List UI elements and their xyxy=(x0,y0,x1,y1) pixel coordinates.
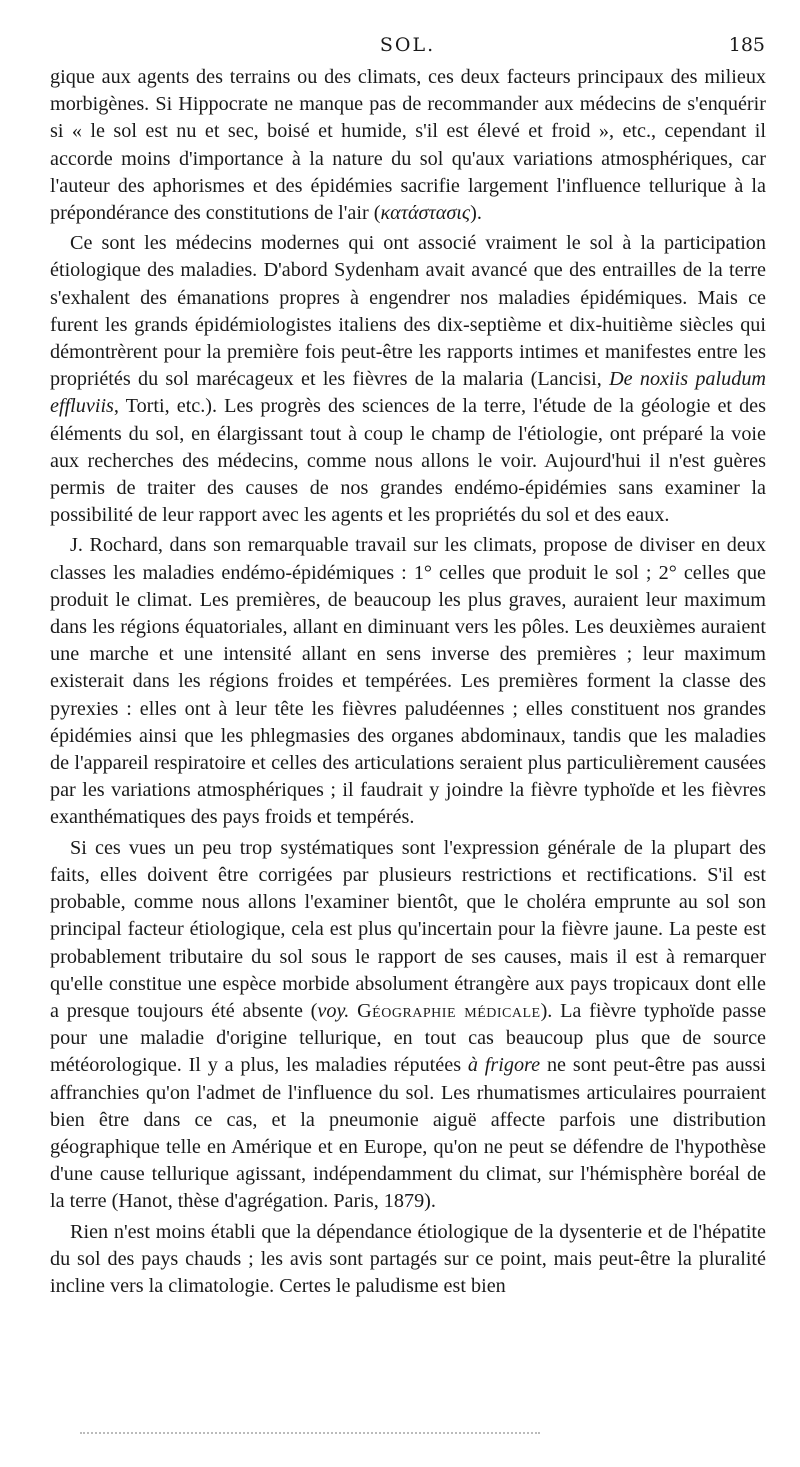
paragraph-1-end: ). xyxy=(470,202,482,225)
page-number: 185 xyxy=(728,34,765,56)
greek-term: κατάστασις xyxy=(380,202,471,225)
paragraph-5-text: Rien n'est moins établi que la dépendance étiologique de la dysenterie et de l'hépatite du sol des pays chauds ; les avis sont partagés sur ce point, mais peut-être la pluralité incline vers la climatologie. Certes le paludisme est bien xyxy=(50,1220,766,1297)
a-frigore-term: à frigore xyxy=(467,1054,541,1077)
running-header xyxy=(50,34,765,58)
paragraph-2-text: Ce sont les médecins modernes qui ont associé vraiment le sol à la participation étiologique des maladies. D'abord Sydenham avait avancé que des entrailles de la terre s'exhalent des émanations propres à engendrer nos maladies épidémiques. Mais ce furent les grands épidémiologistes italiens des dix-septième et dix-huitième siècles qui démontrèrent pour la première fois peut-être les rapports intimes et manifestes entre les propriétés du sol marécageux et les fièvres de la malaria (Lancisi, xyxy=(50,232,766,391)
paragraph-4-mid: ). La fièvre typhoïde passe pour une maladie d'origine tellurique, en tout cas beaucoup plus que de source météorologique. Il y a plus, les maladies réputées xyxy=(50,999,767,1077)
paragraph-1 xyxy=(50,64,766,227)
paragraph-5 xyxy=(50,1219,766,1301)
paragraph-3-text: J. Rochard, dans son remarquable travail sur les climats, propose de diviser en deux classes les maladies endémo-épidémiques : 1° celles que produit le sol ; 2° celles que produit le climat. Les premières, de beaucoup les plus graves, auraient leur maximum dans les régions équatoriales, allant en diminuant vers les pôles. Les deuxièmes auraient une marche et une intensité allant en sens inverse des premières ; leur maximum existerait dans les régions froides et tempérées. Les premières forment la classe des pyrexies : elles ont à leur tête les fièvres paludéennes ; elles constituent nos grandes épidémies ainsi que les phlegmasies des organes abdominaux, tandis que les maladies de l'appareil respiratoire et celles des articulations seraient plus particulièrement causées par les variations atmosphériques ; il faudrait y joindre la fièvre typhoïde et les fièvres exanthématiques des pays froids et tempérés. xyxy=(50,534,766,829)
paragraph-2-end: , Torti, etc.). Les progrès des sciences de la terre, l'étude de la géologie et des éléments du sol, en élargissant tout à coup le champ de l'étiologie, ont préparé la voie aux recherches des médecins, comme nous allons le voir. Aujourd'hui il n'est guères permis de traiter des causes de nos grandes endémo-épidémies sans examiner la possibilité de leur rapport avec les agents et les propriétés du sol et des eaux. xyxy=(50,395,766,527)
cross-reference: Géographie médicale xyxy=(357,999,541,1022)
paragraph-4-end: ne sont peut-être pas aussi affranchies qu'on l'admet de l'influence du sol. Les rhumatismes articulaires pourraient bien être dans ce cas, et la pneumonie aiguë affecte parfois une distribution géographique telle en Amérique et en Europe, qu'on ne peut se défendre de l'hypothèse d'une cause tellurique agissant, indépendamment du climat, sur l'hémisphère boréal de la terre (Hanot, thèse d'agrégation. Paris, 1879). xyxy=(50,1054,766,1213)
voy-space xyxy=(349,1000,357,1022)
body-text xyxy=(50,64,766,1300)
paragraph-3 xyxy=(50,532,766,831)
voy-abbrev: voy. xyxy=(317,999,350,1022)
paragraph-2 xyxy=(50,230,766,529)
paragraph-4-text: Si ces vues un peu trop systématiques sont l'expression générale de la plupart des faits, elles doivent être corrigées par plusieurs restrictions et rectifications. S'il est probable, comme nous allons l'examiner bientôt, que le choléra emprunte au sol son principal facteur étiologique, cela est plus qu'incertain pour la fièvre jaune. La peste est probablement tributaire du sol sous le rapport de ses causes, mais il est à remarquer qu'elle constitue une espèce morbide absolument étrangère aux pays tropicaux dont elle a presque toujours été absente ( xyxy=(50,836,766,1022)
footer-divider xyxy=(80,1432,540,1434)
running-title: SOL. xyxy=(379,34,436,56)
paragraph-1-text: gique aux agents des terrains ou des climats, ces deux facteurs principaux des milieux morbigènes. Si Hippocrate ne manque pas de recommander aux médecins de s'enquérir si « le sol est nu et sec, boisé et humide, s'il est élevé et froid », etc., cependant il accorde moins d'importance à la nature du sol qu'aux variations atmosphériques, car l'auteur des aphorismes et des épidémies sacrifie largement l'influence tellurique à la prépondérance des constitutions de l'air ( xyxy=(50,66,766,225)
latin-title: De noxiis paludum effluviis xyxy=(50,368,766,418)
paragraph-4 xyxy=(50,835,766,1216)
